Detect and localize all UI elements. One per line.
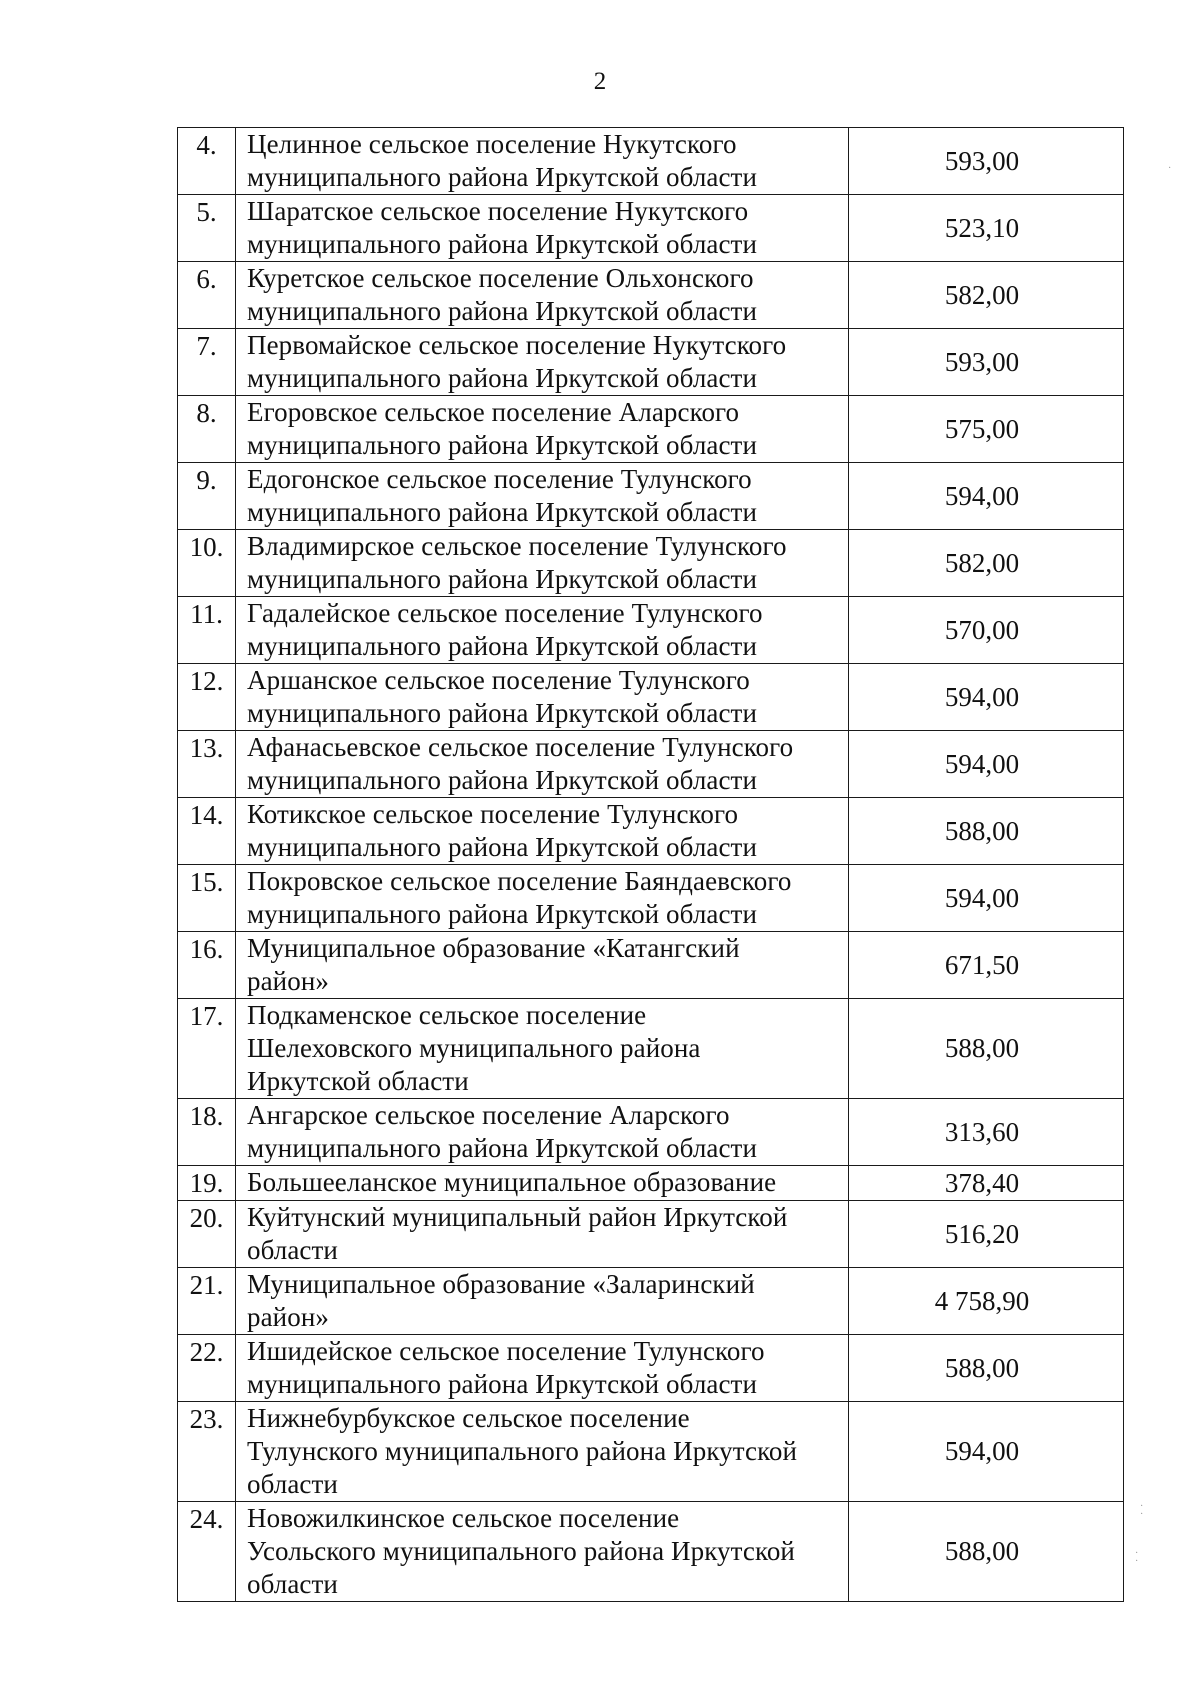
municipality-name-line: муниципального района Иркутской области bbox=[247, 631, 758, 661]
municipality-name-line: Первомайское сельское поселение Нукутского bbox=[247, 330, 787, 360]
municipality-name bbox=[236, 1335, 849, 1402]
municipality-name-line: Ишидейское сельское поселение Тулунского bbox=[247, 1336, 765, 1366]
municipality-name bbox=[236, 396, 849, 463]
row-number: 6. bbox=[178, 262, 236, 329]
municipality-name-line: Нижнебурбукское сельское поселение bbox=[247, 1403, 690, 1433]
municipality-name-line: Куйтунский муниципальный район Иркутской bbox=[247, 1202, 788, 1232]
amount-value: 575,00 bbox=[849, 396, 1124, 463]
row-number: 21. bbox=[178, 1268, 236, 1335]
amount-value: 570,00 bbox=[849, 597, 1124, 664]
row-number: 9. bbox=[178, 463, 236, 530]
amount-value: 588,00 bbox=[849, 1502, 1124, 1602]
row-number: 7. bbox=[178, 329, 236, 396]
table-row bbox=[178, 999, 1124, 1099]
table-row bbox=[178, 396, 1124, 463]
amount-value: 588,00 bbox=[849, 798, 1124, 865]
municipality-name bbox=[236, 1099, 849, 1166]
municipality-name bbox=[236, 932, 849, 999]
amount-value: 594,00 bbox=[849, 463, 1124, 530]
amount-value: 671,50 bbox=[849, 932, 1124, 999]
municipality-name-line: муниципального района Иркутской области bbox=[247, 162, 758, 192]
municipality-name-line: Муниципальное образование «Катангский bbox=[247, 933, 740, 963]
municipality-name-line: муниципального района Иркутской области bbox=[247, 765, 758, 795]
municipality-name bbox=[236, 597, 849, 664]
municipality-name bbox=[236, 128, 849, 195]
municipality-name-line: муниципального района Иркутской области bbox=[247, 1133, 758, 1163]
municipality-name-line: Ангарское сельское поселение Аларского bbox=[247, 1100, 730, 1130]
municipality-name-line: Едогонское сельское поселение Тулунского bbox=[247, 464, 752, 494]
municipality-name-line: Иркутской области bbox=[247, 1066, 469, 1096]
amount-value: 516,20 bbox=[849, 1201, 1124, 1268]
table-row bbox=[178, 530, 1124, 597]
row-number: 20. bbox=[178, 1201, 236, 1268]
scan-dust-mark: · · bbox=[1140, 1501, 1144, 1520]
table-row bbox=[178, 1166, 1124, 1201]
municipality-name-line: Новожилкинское сельское поселение bbox=[247, 1503, 680, 1533]
table-row bbox=[178, 1201, 1124, 1268]
row-number: 8. bbox=[178, 396, 236, 463]
table-row bbox=[178, 597, 1124, 664]
row-number: 10. bbox=[178, 530, 236, 597]
municipality-name-line: Аршанское сельское поселение Тулунского bbox=[247, 665, 750, 695]
table-row bbox=[178, 195, 1124, 262]
municipality-name-line: Котикское сельское поселение Тулунского bbox=[247, 799, 739, 829]
row-number: 16. bbox=[178, 932, 236, 999]
row-number: 13. bbox=[178, 731, 236, 798]
amount-value: 588,00 bbox=[849, 999, 1124, 1099]
municipality-name-line: район» bbox=[247, 1302, 329, 1332]
municipality-name-line: муниципального района Иркутской области bbox=[247, 698, 758, 728]
amount-value: 593,00 bbox=[849, 329, 1124, 396]
municipality-name bbox=[236, 1201, 849, 1268]
municipality-name-line: муниципального района Иркутской области bbox=[247, 430, 758, 460]
municipality-name bbox=[236, 463, 849, 530]
municipality-name-line: Усольского муниципального района Иркутской bbox=[247, 1536, 795, 1566]
scan-dust-mark: · bbox=[1168, 163, 1172, 174]
amount-value: 378,40 bbox=[849, 1166, 1124, 1201]
municipality-name bbox=[236, 664, 849, 731]
row-number: 15. bbox=[178, 865, 236, 932]
municipality-name bbox=[236, 999, 849, 1099]
municipality-name-line: Афанасьевское сельское поселение Тулунского bbox=[247, 732, 794, 762]
row-number: 18. bbox=[178, 1099, 236, 1166]
municipality-name-line: Целинное сельское поселение Нукутского bbox=[247, 129, 737, 159]
table-row bbox=[178, 463, 1124, 530]
municipality-name-line: области bbox=[247, 1235, 338, 1265]
table-row bbox=[178, 731, 1124, 798]
table-row bbox=[178, 932, 1124, 999]
amount-value: 594,00 bbox=[849, 664, 1124, 731]
municipality-name-line: Покровское сельское поселение Баяндаевского bbox=[247, 866, 792, 896]
municipality-name bbox=[236, 262, 849, 329]
row-number: 14. bbox=[178, 798, 236, 865]
scan-dust-mark: · · bbox=[1135, 1548, 1139, 1567]
row-number: 5. bbox=[178, 195, 236, 262]
row-number: 17. bbox=[178, 999, 236, 1099]
amount-value: 594,00 bbox=[849, 1402, 1124, 1502]
amount-value: 594,00 bbox=[849, 865, 1124, 932]
amount-value: 313,60 bbox=[849, 1099, 1124, 1166]
municipality-name-line: Муниципальное образование «Заларинский bbox=[247, 1269, 755, 1299]
table-row bbox=[178, 865, 1124, 932]
amount-value: 523,10 bbox=[849, 195, 1124, 262]
municipality-name bbox=[236, 865, 849, 932]
municipality-name-line: Большееланское муниципальное образование bbox=[247, 1167, 777, 1197]
municipality-name bbox=[236, 731, 849, 798]
amount-value: 594,00 bbox=[849, 731, 1124, 798]
table-row bbox=[178, 1402, 1124, 1502]
municipality-name-line: Владимирское сельское поселение Тулунского bbox=[247, 531, 787, 561]
row-number: 22. bbox=[178, 1335, 236, 1402]
amount-value: 593,00 bbox=[849, 128, 1124, 195]
municipality-name-line: области bbox=[247, 1469, 338, 1499]
municipality-name bbox=[236, 530, 849, 597]
amount-value: 582,00 bbox=[849, 530, 1124, 597]
table-row bbox=[178, 128, 1124, 195]
municipality-name-line: район» bbox=[247, 966, 329, 996]
row-number: 19. bbox=[178, 1166, 236, 1201]
municipality-name bbox=[236, 1402, 849, 1502]
municipality-name-line: Шелеховского муниципального района bbox=[247, 1033, 701, 1063]
table-row bbox=[178, 798, 1124, 865]
municipality-name-line: Куретское сельское поселение Ольхонского bbox=[247, 263, 754, 293]
table-row bbox=[178, 1502, 1124, 1602]
table-row bbox=[178, 1268, 1124, 1335]
municipality-name-line: муниципального района Иркутской области bbox=[247, 296, 758, 326]
amount-value: 4 758,90 bbox=[849, 1268, 1124, 1335]
row-number: 24. bbox=[178, 1502, 236, 1602]
municipality-name-line: муниципального района Иркутской области bbox=[247, 899, 758, 929]
row-number: 11. bbox=[178, 597, 236, 664]
municipality-name-line: муниципального района Иркутской области bbox=[247, 497, 758, 527]
table-row bbox=[178, 262, 1124, 329]
municipality-name-line: Подкаменское сельское поселение bbox=[247, 1000, 647, 1030]
table-row bbox=[178, 329, 1124, 396]
municipality-name-line: муниципального района Иркутской области bbox=[247, 363, 758, 393]
municipality-name bbox=[236, 1166, 849, 1201]
amount-value: 582,00 bbox=[849, 262, 1124, 329]
row-number: 23. bbox=[178, 1402, 236, 1502]
municipality-name bbox=[236, 195, 849, 262]
municipality-name-line: области bbox=[247, 1569, 338, 1599]
row-number: 12. bbox=[178, 664, 236, 731]
municipality-name-line: муниципального района Иркутской области bbox=[247, 564, 758, 594]
allocation-table bbox=[177, 127, 1124, 1602]
municipality-name bbox=[236, 1502, 849, 1602]
table-row bbox=[178, 1335, 1124, 1402]
municipality-name-line: Тулунского муниципального района Иркутской bbox=[247, 1436, 798, 1466]
municipality-name bbox=[236, 798, 849, 865]
municipality-name bbox=[236, 1268, 849, 1335]
table-row bbox=[178, 664, 1124, 731]
municipality-name-line: муниципального района Иркутской области bbox=[247, 1369, 758, 1399]
municipality-name-line: муниципального района Иркутской области bbox=[247, 229, 758, 259]
municipality-name-line: Шаратское сельское поселение Нукутского bbox=[247, 196, 749, 226]
table-body bbox=[178, 128, 1124, 1602]
municipality-name-line: Гадалейское сельское поселение Тулунского bbox=[247, 598, 763, 628]
municipality-name bbox=[236, 329, 849, 396]
amount-value: 588,00 bbox=[849, 1335, 1124, 1402]
table-row bbox=[178, 1099, 1124, 1166]
municipality-name-line: Егоровское сельское поселение Аларского bbox=[247, 397, 740, 427]
municipality-name-line: муниципального района Иркутской области bbox=[247, 832, 758, 862]
page-number: 2 bbox=[593, 68, 607, 95]
row-number: 4. bbox=[178, 128, 236, 195]
